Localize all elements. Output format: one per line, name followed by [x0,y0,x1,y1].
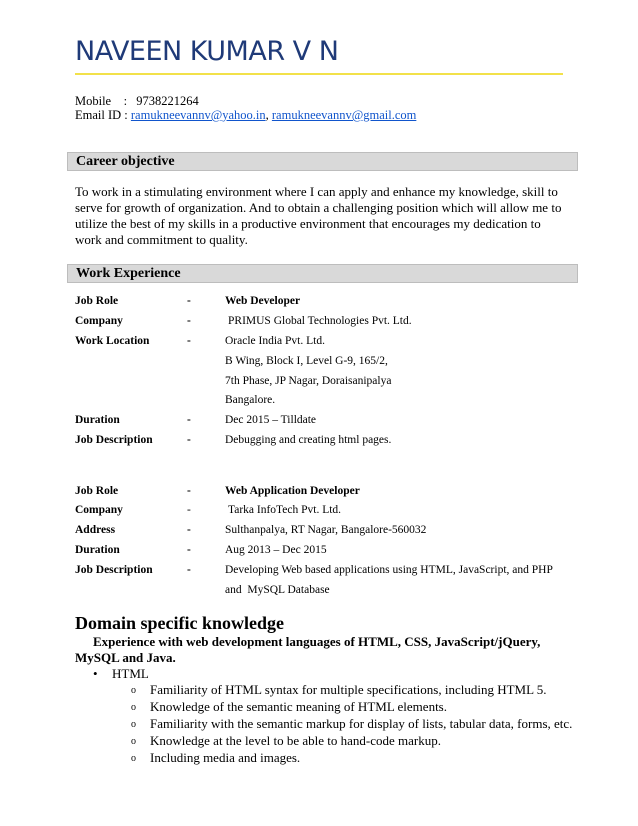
career-objective-heading-bar [67,152,578,171]
circle-bullet-icon: o [131,685,136,697]
dash: - [187,315,191,327]
job1-company-label: Company [75,315,123,327]
job1-location-line: 7th Phase, JP Nagar, Doraisanipalya [225,375,392,387]
list-item [131,733,441,750]
job1-role: Web Developer [225,295,301,307]
job1-description-row [75,432,595,448]
name-underline [75,73,563,75]
job1-location-line: B Wing, Block I, Level G-9, 165/2, [225,355,388,367]
job2-duration-label: Duration [75,544,120,556]
domain-knowledge-subheading: Experience with web development languages of HTML, CSS, JavaScript/jQuery, MySQL and Java. [75,634,541,665]
circle-bullet-icon: o [131,702,136,714]
job2-description-row-2 [75,582,595,598]
job1-role-row [75,293,595,309]
job2-duration-row [75,542,595,558]
email-separator: , [265,108,269,122]
job1-duration-row [75,412,595,428]
mobile-label: Mobile : [75,94,128,108]
dash: - [187,504,191,516]
job1-location-row-4 [75,392,595,408]
job1-role-label: Job Role [75,295,119,307]
list-item-text: Knowledge of the semantic meaning of HTML elements. [150,699,447,714]
job2-company: Tarka InfoTech Pvt. Ltd. [228,504,342,516]
job2-address-label: Address [75,524,116,536]
bullet-dot-icon: • [93,666,98,681]
career-objective-heading: Career objective [76,154,175,169]
dash: - [187,335,191,347]
job1-company: PRIMUS Global Technologies Pvt. Ltd. [228,315,412,327]
job1-duration-label: Duration [75,414,120,426]
email-line [75,107,416,123]
job2-role-row [75,483,595,499]
job2-address-row [75,522,595,538]
list-item [131,682,547,699]
job2-role: Web Application Developer [225,485,360,497]
dash: - [187,544,191,556]
job1-company-row [75,313,595,329]
job2-company-row [75,502,595,518]
list-item-text: Familiarity with the semantic markup for display of lists, tabular data, forms, etc. [150,716,573,731]
email-label: Email ID : [75,108,128,122]
dash: - [187,524,191,536]
list-item [131,716,572,733]
domain-knowledge-heading: Domain specific knowledge [75,613,284,633]
dash: - [187,485,191,497]
job1-description: Debugging and creating html pages. [225,434,392,446]
mobile-number: 9738221264 [136,94,199,108]
circle-bullet-icon: o [131,719,136,731]
job2-role-label: Job Role [75,485,119,497]
list-item-text: Including media and images. [150,750,301,765]
bullet-html-label: HTML [112,666,149,681]
job1-location-row [75,333,595,349]
bullet-html [93,666,149,682]
job1-duration: Dec 2015 – Tilldate [225,414,317,426]
list-item [131,750,300,767]
job1-location-row-3 [75,373,595,389]
list-item-text: Familiarity of HTML syntax for multiple specifications, including HTML 5. [150,682,547,697]
job1-location-line: Bangalore. [225,394,276,406]
job2-description-line: Developing Web based applications using HTML, JavaScript, and PHP [225,564,553,576]
work-experience-heading-bar [67,264,578,283]
candidate-name: NAVEEN KUMAR V N [75,36,339,67]
job2-description-label: Job Description [75,564,153,576]
circle-bullet-icon: o [131,736,136,748]
job2-address: Sulthanpalya, RT Nagar, Bangalore-560032 [225,524,427,536]
job1-location-line: Oracle India Pvt. Ltd. [225,335,325,347]
email-link-gmail[interactable]: ramukneevannv@gmail.com [271,108,417,122]
list-item [131,699,447,716]
job2-description-row [75,562,595,578]
job2-duration: Aug 2013 – Dec 2015 [225,544,327,556]
job1-location-label: Work Location [75,335,150,347]
dash: - [187,295,191,307]
dash: - [187,434,191,446]
job2-description-line: and MySQL Database [225,584,330,596]
circle-bullet-icon: o [131,753,136,765]
job1-location-row-2 [75,353,595,369]
work-experience-heading: Work Experience [76,266,181,281]
job1-description-label: Job Description [75,434,153,446]
dash: - [187,414,191,426]
job2-company-label: Company [75,504,123,516]
career-objective-text: To work in a stimulating environment where I can apply and enhance my knowledge, skill to serve for growth of organization. And to obtain a challenging position which will allow me to utilize the best of my skills in a productive environment that encourages my dedication to work and commitment to quality. [75,184,562,247]
email-link-yahoo[interactable]: ramukneevannv@yahoo.in [130,108,266,122]
list-item-text: Knowledge at the level to be able to hand-code markup. [150,733,441,748]
dash: - [187,564,191,576]
